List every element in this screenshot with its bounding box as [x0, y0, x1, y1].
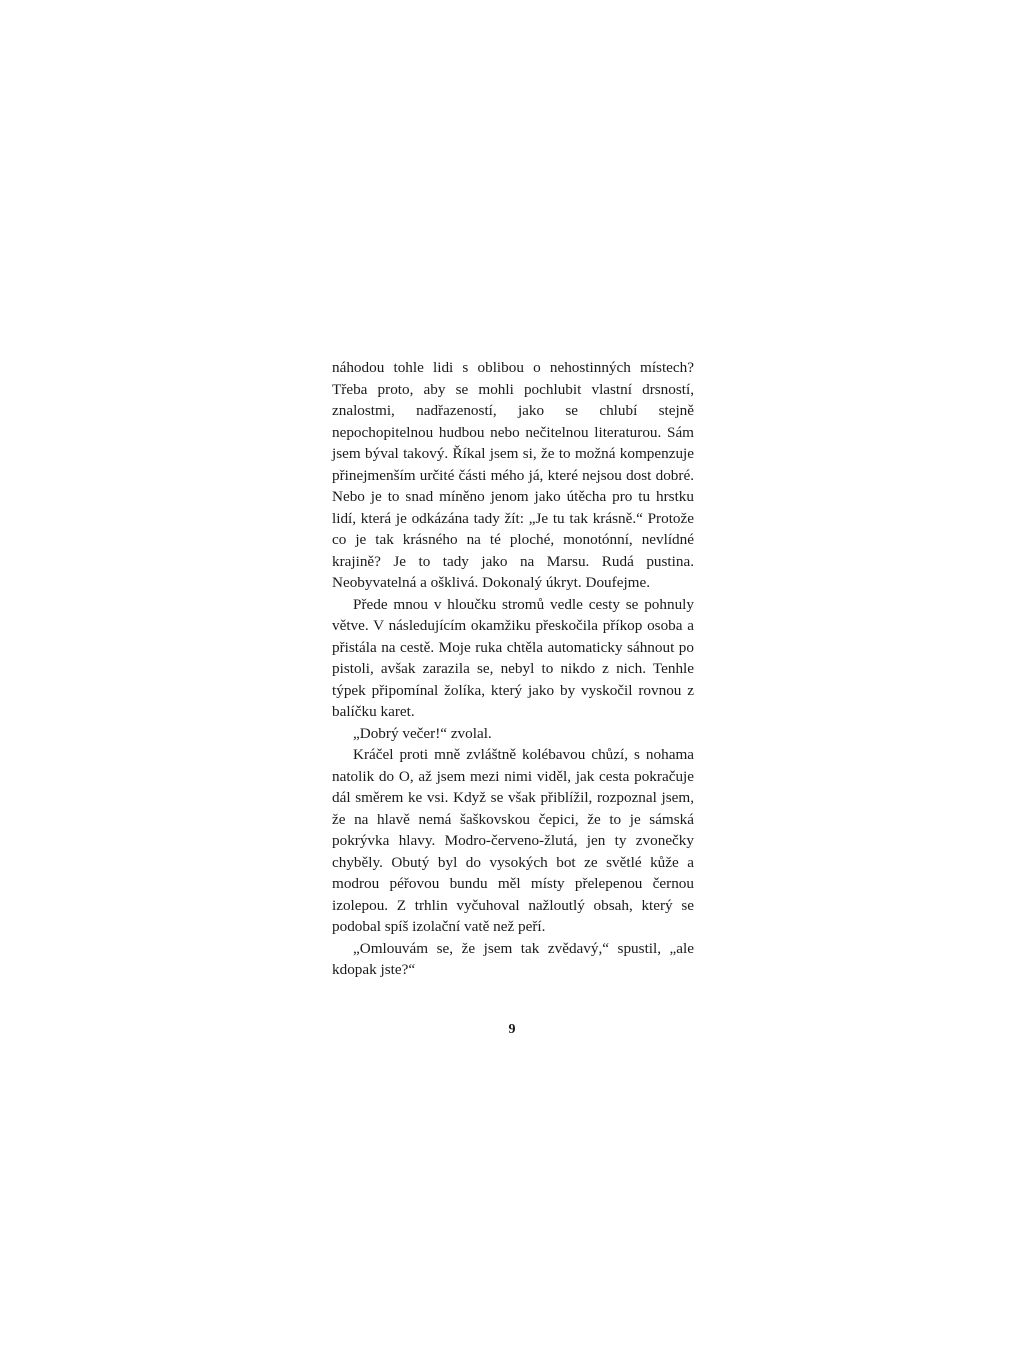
paragraph-greeting: „Dobrý večer!“ zvolal. [353, 724, 492, 742]
page-text-block [332, 357, 694, 981]
paragraph-question: „Omlouvám se, že jsem tak zvědavý,“ spustil, „ale kdopak jste?“ [332, 939, 694, 978]
paragraph-continuation: náhodou tohle lidi s oblibou o nehostinných místech? Třeba proto, aby se mohli pochlubit vlastní drsností, znalostmi, nadřazeností, jako se chlubí stejně nepochopitelnou hudbou nebo nečitelnou literaturou. Sám jsem býval takový. Říkal jsem si, že to možná kompenzuje přinejmenším určité části mého já, které nejsou dost dobré. Nebo je to snad míněno jenom jako útěcha pro tu hrstku lidí, která je odkázána tady žít: „Je tu tak krásně.“ Protože co je tak krásného na té ploché, monotónní, nevlídné krajině? Je to tady jako na Marsu. Rudá pustina. Neobyvatelná a ošklivá. Dokonalý úkryt. Doufejme. [332, 359, 694, 591]
page-number: 9 [508, 1022, 516, 1037]
paragraph-description: Kráčel proti mně zvláštně kolébavou chůzí, s nohama natolik do O, až jsem mezi nimi viděl, jak cesta pokračuje dál směrem ke vsi. Když se však přiblížil, rozpoznal jsem, že na hlavě nemá šaškovskou čepici, že to je sámská pokrývka hlavy. Modro-červeno-žlutá, jen ty zvonečky chyběly. Obutý byl do vysokých bot ze světlé kůže a modrou péřovou bundu měl místy přelepenou černou izolepou. Z trhlin vyčuhoval nažloutlý obsah, který se podobal spíš izolační vatě než peří. [332, 746, 694, 935]
paragraph-branches: Přede mnou v hloučku stromů vedle cesty se pohnuly větve. V následujícím okamžiku přeskočila příkop osoba a přistála na cestě. Moje ruka chtěla automaticky sáhnout po pistoli, avšak zarazila se, nebyl to nikdo z nich. Tenhle týpek připomínal žolíka, který jako by vyskočil rovnou z balíčku karet. [332, 595, 694, 720]
